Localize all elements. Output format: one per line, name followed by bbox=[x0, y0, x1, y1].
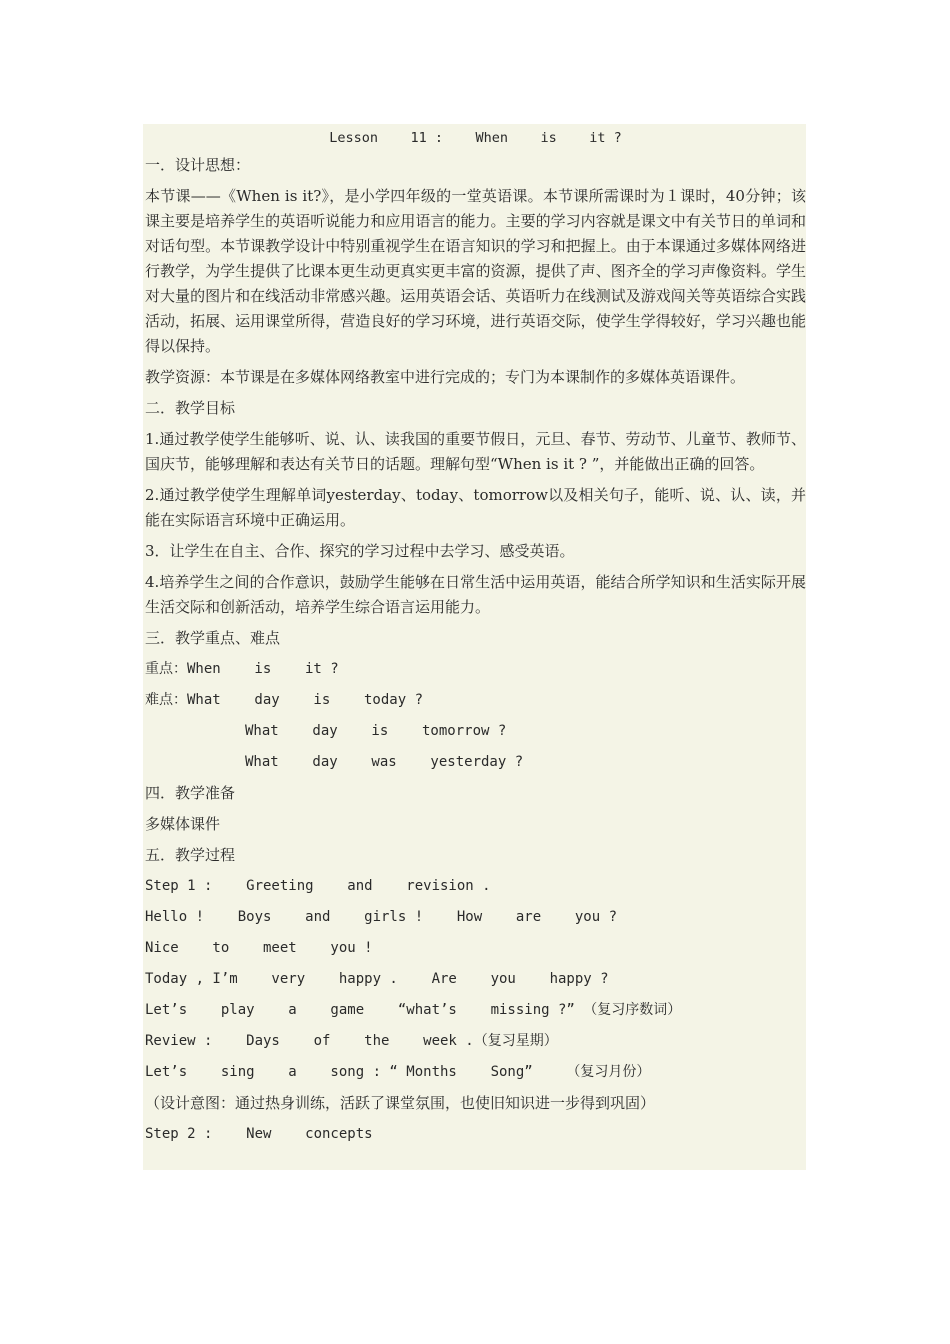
dialogue-line-2: Nice to meet you ! bbox=[145, 940, 373, 956]
section-heading-focus: 三．教学重点、难点 bbox=[145, 629, 281, 647]
design-paragraph: 本节课——《When is it?》，是小学四年级的一堂英语课。本节课所需课时为１课时，40分钟；该课主要是培养学生的英语听说能力和应用语言的能力。主要的学习内容就是课文中有关节日的单词和对话句型。本节课教学设计中特别重视学生在语言知识的学习和把握上。由于本课通过多媒体网络进行教学，为学生提供了比课本更生动更真实更丰富的资源，提供了声、图齐全的学习声像资料。学生对大量的图片和在线活动非常感兴趣。运用英语会话、英语听力在线测试及游戏闯关等英语综合实践活动，拓展、运用课堂所得，营造良好的学习环境，进行英语交际，使学生学得较好，学习兴趣也能得以保持。 bbox=[145, 187, 806, 355]
dialogue-line-5: Review : Days of the week .（复习星期） bbox=[145, 1033, 558, 1049]
objective-4: 4.培养学生之间的合作意识，鼓励学生能够在日常生活中运用英语，能结合所学知识和生活实际开展生活交际和创新活动，培养学生综合语言运用能力。 bbox=[145, 573, 806, 616]
design-intent-note: （设计意图：通过热身训练，活跃了课堂氛围，也使旧知识进一步得到巩固） bbox=[145, 1094, 656, 1112]
difficulty-3: What day was yesterday ? bbox=[245, 754, 524, 770]
lesson-title: Lesson 11 : When is it ? bbox=[329, 130, 622, 146]
document-page bbox=[143, 124, 806, 1170]
dialogue-line-1: Hello ! Boys and girls ! How are you ? bbox=[145, 909, 618, 925]
difficulty-1: 难点：What day is today ? bbox=[145, 692, 424, 708]
section-heading-preparation: 四．教学准备 bbox=[145, 784, 236, 802]
objective-2: 2.通过教学使学生理解单词yesterday、today、tomorrow以及相关句子，能听、说、认、读，并能在实际语言环境中正确运用。 bbox=[145, 486, 806, 529]
objective-1: 1.通过教学使学生能够听、说、认、读我国的重要节假日，元旦、春节、劳动节、儿童节、教师节、国庆节，能够理解和表达有关节日的话题。理解句型“When is it ? ”，并能做出正确的回答。 bbox=[145, 430, 806, 473]
objective-3: 3．让学生在自主、合作、探究的学习过程中去学习、感受英语。 bbox=[145, 542, 575, 560]
section-heading-objectives: 二．教学目标 bbox=[145, 399, 236, 417]
step-2-heading: Step 2 : New concepts bbox=[145, 1126, 373, 1142]
dialogue-line-4: Let’s play a game “what’s missing ?” （复习序数词） bbox=[145, 1002, 682, 1018]
step-1-heading: Step 1 : Greeting and revision . bbox=[145, 878, 491, 894]
dialogue-line-3: Today , I’m very happy . Are you happy ? bbox=[145, 971, 609, 987]
difficulty-2: What day is tomorrow ? bbox=[245, 723, 507, 739]
key-point: 重点：When is it ? bbox=[145, 661, 339, 677]
resources-paragraph: 教学资源：本节课是在多媒体网络教室中进行完成的；专门为本课制作的多媒体英语课件。 bbox=[145, 368, 746, 386]
section-heading-process: 五．教学过程 bbox=[145, 846, 236, 864]
dialogue-line-6: Let’s sing a song : “ Months Song” （复习月份） bbox=[145, 1064, 651, 1080]
section-heading-design: 一．设计思想： bbox=[145, 156, 251, 174]
preparation-item: 多媒体课件 bbox=[145, 815, 221, 833]
